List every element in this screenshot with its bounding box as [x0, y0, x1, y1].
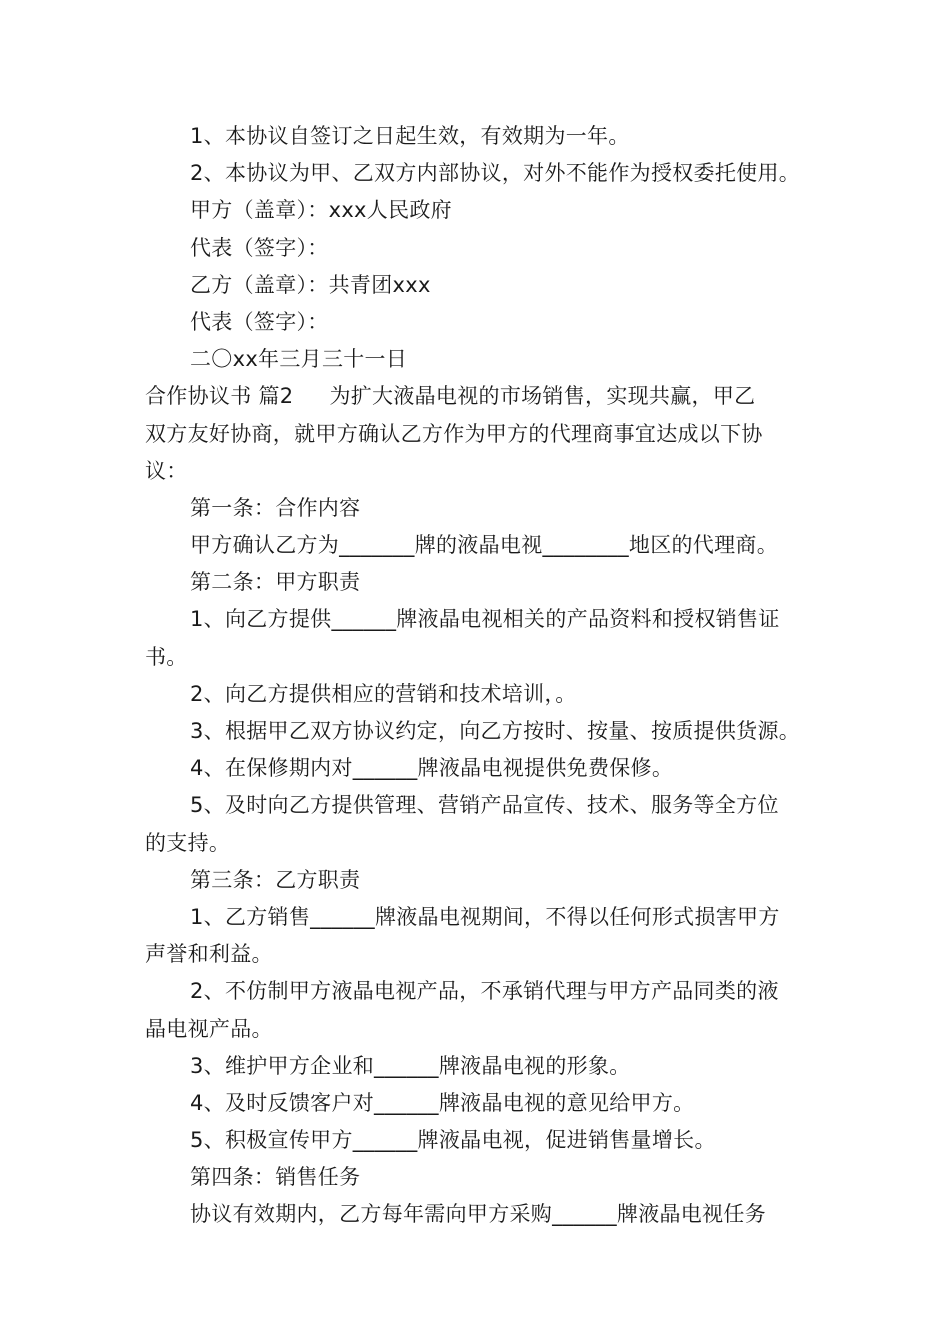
text-line: 乙方（盖章）：共青团xxx	[190, 272, 431, 297]
article-heading: 第四条：销售任务	[190, 1165, 361, 1190]
text-line: 1、本协议自签订之日起生效，有效期为一年。	[190, 124, 630, 148]
article-heading: 第二条：甲方职责	[190, 570, 361, 595]
text-line: 5、积极宣传甲方______牌液晶电视，促进销售量增长。	[190, 1128, 716, 1153]
text-line: 1、向乙方提供______牌液晶电视相关的产品资料和授权销售证	[190, 607, 780, 632]
text-line: 3、维护甲方企业和______牌液晶电视的形象。	[190, 1053, 631, 1078]
text-line: 2、向乙方提供相应的营销和技术培训，。	[190, 681, 577, 706]
text-line: 代表（签字）：	[190, 309, 329, 334]
text-line: 晶电视产品。	[145, 1016, 273, 1041]
document-body	[145, 118, 815, 1234]
text-line: 2、不仿制甲方液晶电视产品，不承销代理与甲方产品同类的液	[190, 979, 779, 1004]
text-line: 议：	[145, 458, 188, 483]
article-heading: 第一条：合作内容	[190, 495, 361, 520]
text-line: 1、乙方销售______牌液晶电视期间，不得以任何形式损害甲方	[190, 904, 780, 929]
text-line: 甲方（盖章）：xxx人民政府	[190, 198, 452, 223]
text-line: 5、及时向乙方提供管理、营销产品宣传、技术、服务等全方位	[190, 793, 779, 818]
text-line: 代表（签字）：	[190, 235, 329, 260]
text-line: 的支持。	[145, 830, 231, 855]
article-heading: 第三条：乙方职责	[190, 867, 361, 892]
text-line: 3、根据甲乙双方协议约定，向乙方按时、按量、按质提供货源。	[190, 719, 801, 743]
section-heading-line	[145, 378, 815, 415]
text-line: 4、及时反馈客户对______牌液晶电视的意见给甲方。	[190, 1090, 695, 1115]
text-line: 书。	[145, 644, 188, 669]
text-line: 声誉和利益。	[145, 942, 273, 967]
text-line: 2、本协议为甲、乙双方内部协议，对外不能作为授权委托使用。	[190, 161, 801, 186]
text-line: 甲方确认乙方为_______牌的液晶电视________地区的代理商。	[190, 533, 778, 558]
text-line: 协议有效期内，乙方每年需向甲方采购______牌液晶电视任务	[190, 1202, 766, 1227]
text-line: 双方友好协商，就甲方确认乙方作为甲方的代理商事宜达成以下协	[145, 421, 763, 446]
date-line: 二〇xx年三月三十一日	[190, 347, 408, 372]
text-line: 4、在保修期内对______牌液晶电视提供免费保修。	[190, 756, 674, 781]
section-heading: 合作协议书 篇2	[145, 384, 294, 409]
section-intro: 为扩大液晶电视的市场销售，实现共赢，甲乙	[329, 384, 756, 409]
